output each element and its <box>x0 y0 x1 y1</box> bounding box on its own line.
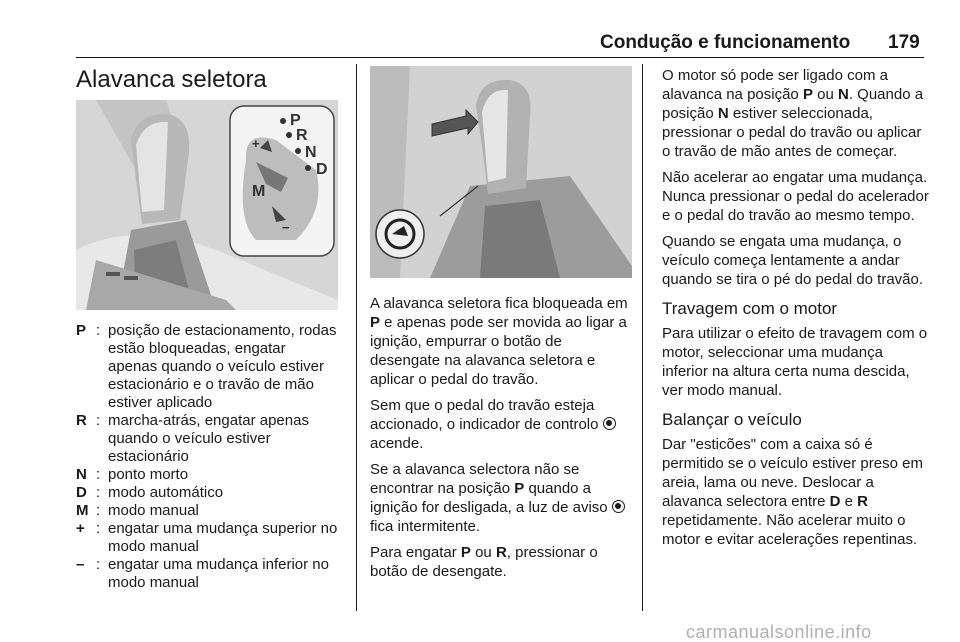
legend-row <box>76 322 338 412</box>
gate-plus-sign: + <box>252 136 260 151</box>
column-divider <box>642 64 643 611</box>
bold-run: P <box>514 480 525 497</box>
paragraph <box>370 460 634 536</box>
position-legend <box>76 322 338 592</box>
legend-row <box>76 484 338 502</box>
bold-run: R <box>857 493 868 510</box>
text-run: fica intermitente. <box>370 518 481 535</box>
text-run: . Quando a posição <box>662 86 924 122</box>
text-run: repetidamente. Não acelerar muito o motor e evitar acelerações repentinas. <box>662 512 918 548</box>
paragraph: Não acelerar ao engatar uma mudança. Nunca pressionar o pedal do acelerador e o pedal do travão ao mesmo tempo. <box>662 169 929 224</box>
bold-run: D <box>829 493 841 510</box>
legend-key: N <box>76 466 87 483</box>
legend-text: engatar uma mudança superior no modo manual <box>108 520 338 555</box>
gate-letter-m: M <box>252 183 266 200</box>
bold-run: N <box>717 105 729 122</box>
brake-warning-icon <box>603 417 616 430</box>
legend-colon: : <box>96 412 101 429</box>
legend-row <box>76 412 338 466</box>
legend-colon: : <box>96 556 101 573</box>
text-run: acende. <box>370 435 424 452</box>
column-divider <box>356 64 357 611</box>
paragraph <box>662 435 932 549</box>
legend-colon: : <box>96 322 101 339</box>
text-run: Se a alavanca selectora não se encontrar na posição <box>370 461 580 497</box>
release-button-illustration <box>370 66 632 278</box>
legend-text: posição de estacionamento, rodas estão bloqueadas, engatar apenas quando o veículo estiver estacionário e o travão de mão estiver aplicado <box>108 322 337 411</box>
text-run: Dar "esticões" com a caixa só é permitido se o veículo estiver preso em areia, lama ou neve. Deslocar a alavanca selectora entre <box>662 436 923 510</box>
legend-key: + <box>76 520 85 537</box>
subheading-engine-braking: Travagem com o motor <box>662 299 838 318</box>
legend-key: D <box>76 484 87 501</box>
subheading-rocking-vehicle: Balançar o veículo <box>662 410 802 429</box>
legend-row <box>76 466 338 484</box>
text-run: , pressionar o botão de desengate. <box>370 544 598 580</box>
page-number: 179 <box>888 32 920 53</box>
legend-text: modo manual <box>108 502 199 519</box>
header-rule <box>76 57 924 58</box>
legend-text: modo automático <box>108 484 224 501</box>
legend-key: P <box>76 322 87 339</box>
paragraph <box>370 396 634 453</box>
gate-letter-n: N <box>305 144 317 161</box>
selector-lever-drawing <box>76 100 338 310</box>
legend-key: – <box>76 556 85 573</box>
paragraph <box>662 66 932 161</box>
legend-colon: : <box>96 484 101 501</box>
bold-run: P <box>460 544 471 561</box>
column-two <box>370 294 634 588</box>
legend-row <box>76 556 338 592</box>
gate-letter-r: R <box>296 127 308 144</box>
legend-text: marcha-atrás, engatar apenas quando o veículo estiver estacionário <box>108 412 309 465</box>
bold-run: P <box>802 86 813 103</box>
gate-letter-p: P <box>290 112 301 129</box>
paragraph: Quando se engata uma mudança, o veículo começa lentamente a andar quando se tira o pé do pedal do travão. <box>662 233 924 288</box>
text-run: estiver seleccionada, pressionar o pedal do travão ou aplicar o travão de mão antes de começar. <box>662 105 922 160</box>
selector-lever-illustration <box>76 100 338 310</box>
text-run: Para engatar <box>370 544 461 561</box>
gate-letter-d: D <box>316 161 328 178</box>
legend-colon: : <box>96 466 101 483</box>
legend-key: M <box>76 502 89 519</box>
text-run: O motor só pode ser ligado com a alavanca na posição <box>662 67 888 103</box>
bold-run: N <box>837 86 849 103</box>
text-run: e apenas pode ser movida ao ligar a ignição, empurrar o botão de desengate na alavanca seletora e aplicar o pedal do travão. <box>370 314 627 388</box>
text-run: ou <box>470 544 496 561</box>
section-title: Alavanca seletora <box>76 66 267 93</box>
text-run: ou <box>812 86 838 103</box>
legend-text: engatar uma mudança inferior no modo manual <box>108 556 329 591</box>
paragraph: Para utilizar o efeito de travagem com o motor, seleccionar uma mudança inferior na altura certa numa descida, ver modo manual. <box>662 325 928 399</box>
legend-key: R <box>76 412 87 429</box>
text-run: Sem que o pedal do travão esteja accionado, o indicador de controlo <box>370 397 603 433</box>
paragraph <box>370 543 634 581</box>
legend-row <box>76 520 338 556</box>
legend-text: ponto morto <box>108 466 189 483</box>
text-run: quando a ignição for desligada, a luz de aviso <box>370 480 612 516</box>
legend-colon: : <box>96 502 101 519</box>
release-button-drawing <box>370 66 632 278</box>
bold-run: R <box>495 544 507 561</box>
legend-colon: : <box>96 520 101 537</box>
gate-minus-sign: − <box>282 220 290 235</box>
brake-warning-icon <box>612 500 625 513</box>
column-three <box>662 66 932 556</box>
paragraph <box>370 294 634 389</box>
header-title: Condução e funcionamento <box>600 32 851 53</box>
bold-run: P <box>370 314 381 331</box>
legend-row <box>76 502 338 520</box>
watermark: carmanualsonline.info <box>686 622 872 642</box>
text-run: A alavanca seletora fica bloqueada em <box>370 295 628 312</box>
text-run: e <box>840 493 858 510</box>
